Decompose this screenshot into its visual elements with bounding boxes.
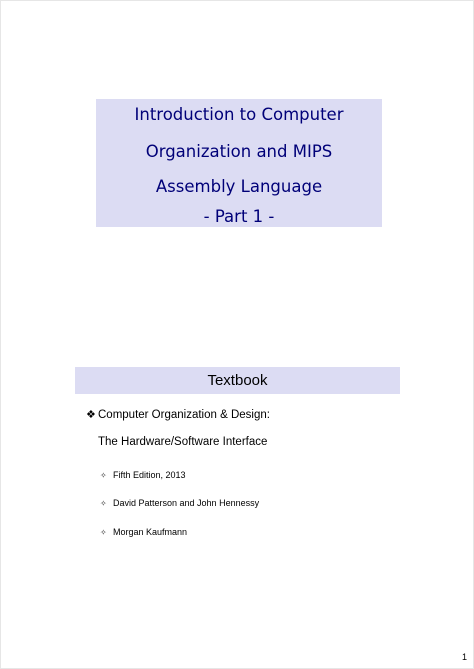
page-number: 1: [461, 652, 467, 662]
sub-bullet-text: David Patterson and John Hennessy: [113, 498, 260, 508]
sub-bullet-text: Fifth Edition, 2013: [113, 470, 186, 480]
main-bullet-text: Computer Organization & Design:: [98, 409, 270, 421]
book-subtitle: The Hardware/Software Interface: [98, 436, 268, 448]
sub-bullet-item: [100, 498, 259, 508]
sub-bullet-item: [100, 470, 186, 480]
title-line-2: Organization and MIPS: [145, 142, 333, 161]
title-line-1: Introduction to Computer: [134, 105, 344, 124]
title-line-4: - Part 1 -: [203, 207, 275, 226]
textbook-heading: Textbook: [207, 372, 268, 389]
diamond-bullet-icon: ❖: [86, 409, 96, 421]
textbook-heading-bar: [75, 367, 400, 394]
four-point-star-icon: ✧: [100, 499, 107, 508]
sub-bullet-text: Morgan Kaufmann: [113, 527, 188, 537]
four-point-star-icon: ✧: [100, 528, 107, 537]
title-line-3: Assembly Language: [155, 177, 323, 196]
title-slide-box: [96, 99, 382, 227]
main-bullet-item: [86, 408, 270, 421]
sub-bullet-item: [100, 527, 187, 537]
four-point-star-icon: ✧: [100, 471, 107, 480]
